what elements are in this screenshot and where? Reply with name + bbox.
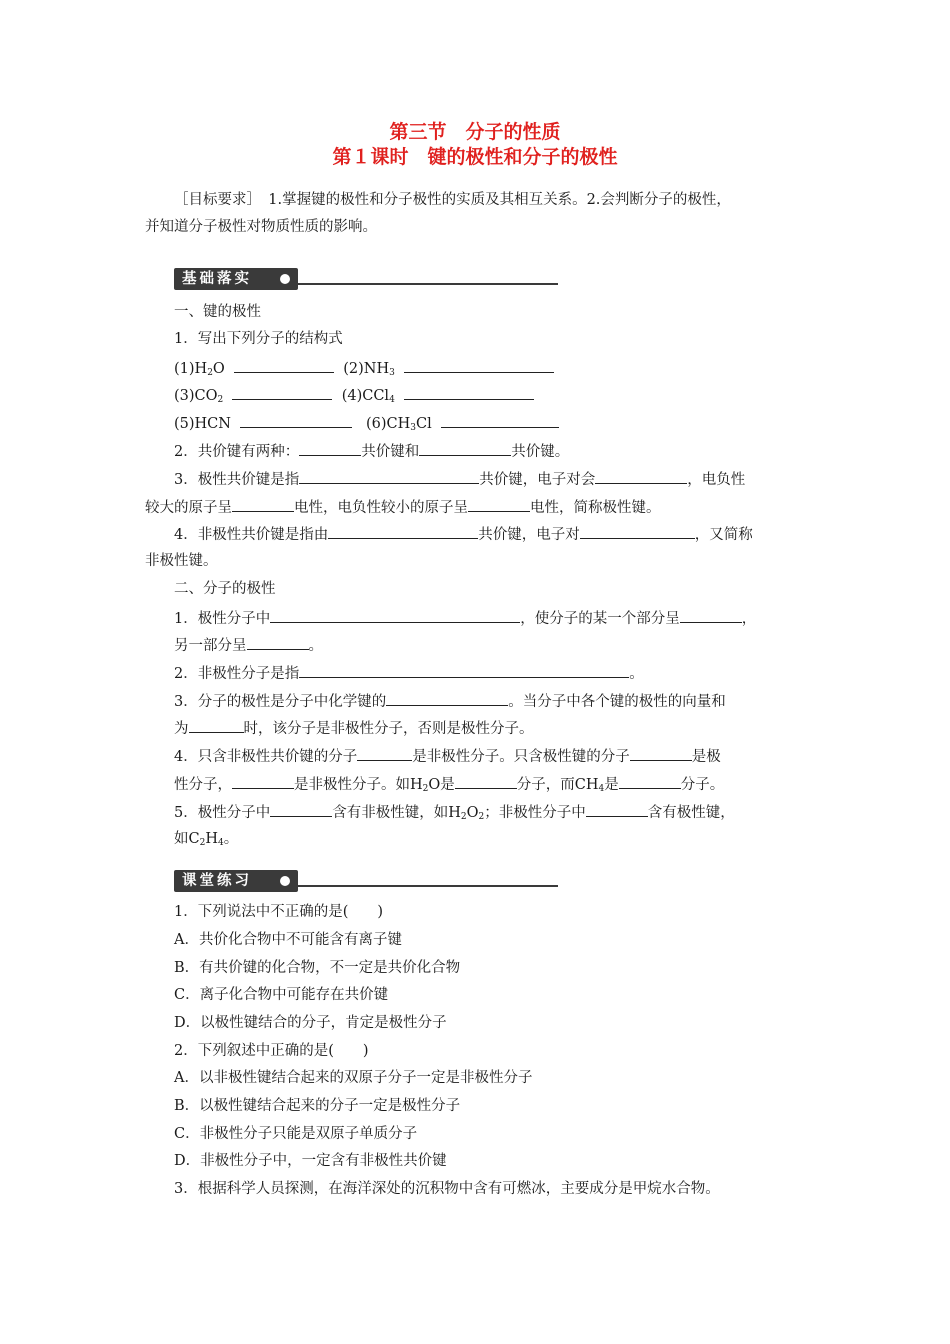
answer-blank[interactable] (468, 496, 530, 512)
formula-row-1: $(1)H_2O$ $(2)NH_3$ (174, 357, 554, 379)
part1-question-1: 1．写出下列分子的结构式 (174, 331, 343, 347)
answer-blank[interactable] (232, 496, 294, 512)
part2-question-3: 3．分子的极性是分子中化学键的 。当分子中各个键的极性的向量和 (174, 690, 726, 712)
practice-q1-option-d: D．以极性键结合的分子，肯定是极性分子 (174, 1015, 447, 1031)
practice-q1-option-c: C．离子化合物中可能存在共价键 (174, 987, 389, 1003)
answer-blank[interactable] (680, 607, 742, 623)
answer-blank[interactable] (270, 607, 520, 623)
answer-blank[interactable] (630, 745, 692, 761)
practice-question-1: 1．下列说法中不正确的是( ) (174, 904, 384, 920)
answer-blank[interactable] (404, 384, 534, 400)
answer-blank[interactable] (234, 357, 334, 373)
answer-blank[interactable] (586, 801, 648, 817)
practice-q2-option-d: D．非极性分子中，一定含有非极性共价键 (174, 1153, 447, 1169)
practice-question-2: 2．下列叙述中正确的是( ) (174, 1043, 369, 1059)
practice-label: 课堂练习 (182, 873, 252, 889)
bullet-icon (280, 876, 290, 886)
practice-q2-option-c: C．非极性分子只能是双原子单质分子 (174, 1126, 418, 1142)
section-title: 第三节 分子的性质 (389, 121, 561, 143)
formula-row-3: (5)HCN $(6)CH_3Cl$ (174, 412, 559, 434)
part1-question-2: 2．共价键有两种： 共价键和 共价键。 (174, 440, 569, 462)
answer-blank[interactable] (419, 440, 511, 456)
practice-q1-option-b: B．有共价键的化合物，不一定是共价化合物 (174, 960, 461, 976)
answer-blank[interactable] (357, 745, 412, 761)
part1-heading: 一、键的极性 (174, 304, 261, 320)
practice-section-header (174, 870, 558, 892)
part2-question-3-cont: 为 时，该分子是非极性分子，否则是极性分子。 (174, 717, 534, 739)
formula-row-2: $(3)CO_2$ (4)CCl$_4$ (174, 384, 534, 406)
answer-blank[interactable] (404, 357, 554, 373)
answer-blank[interactable] (240, 412, 352, 428)
answer-blank[interactable] (441, 412, 559, 428)
part1-question-3: 3．极性共价键是指 共价键，电子对会 ，电负性 (174, 468, 745, 490)
part2-question-4-cont: 性分子， 是非极性分子。如$H_2O$是 分子，而$CH_4$是 分子。 (174, 773, 724, 795)
practice-question-3: 3．根据科学人员探测，在海洋深处的沉积物中含有可燃冰，主要成分是甲烷水合物。 (174, 1181, 720, 1197)
section-divider (298, 283, 558, 285)
part2-heading: 二、分子的极性 (174, 581, 276, 597)
part2-question-4: 4．只含非极性共价键的分子 是非极性分子。只含极性键的分子 是极 (174, 745, 721, 767)
part2-question-2: 2．非极性分子是指 。 (174, 662, 644, 684)
objective-line-2: 并知道分子极性对物质性质的影响。 (145, 219, 377, 235)
part1-question-4-cont: 非极性键。 (145, 553, 218, 569)
practice-q2-option-b: B．以极性键结合起来的分子一定是极性分子 (174, 1098, 461, 1114)
practice-label-box (174, 870, 298, 892)
answer-blank[interactable] (299, 468, 479, 484)
answer-blank[interactable] (386, 690, 508, 706)
lesson-title: 第１课时 键的极性和分子的极性 (332, 146, 618, 168)
basics-label-box (174, 268, 298, 290)
answer-blank[interactable] (247, 634, 309, 650)
practice-q2-option-a: A．以非极性键结合起来的双原子分子一定是非极性分子 (174, 1070, 533, 1086)
answer-blank[interactable] (580, 523, 695, 539)
objective-line-1: ［目标要求］ 1.掌握键的极性和分子极性的实质及其相互关系。2.会判断分子的极性， (174, 192, 731, 208)
part2-question-1-cont: 另一部分呈 。 (174, 634, 323, 656)
answer-blank[interactable] (299, 440, 361, 456)
answer-blank[interactable] (299, 662, 629, 678)
answer-blank[interactable] (232, 773, 294, 789)
basics-label: 基础落实 (182, 271, 252, 287)
part1-question-3-cont: 较大的原子呈 电性，电负性较小的原子呈 电性，简称极性键。 (145, 496, 661, 518)
basics-section-header (174, 268, 558, 290)
answer-blank[interactable] (328, 523, 478, 539)
answer-blank[interactable] (455, 773, 517, 789)
part2-question-5: 5．极性分子中 含有非极性键，如$H_2O_2$；非极性分子中 含有极性键， (174, 801, 735, 823)
answer-blank[interactable] (232, 384, 332, 400)
part2-question-1: 1．极性分子中 ，使分子的某一个部分呈 ， (174, 607, 756, 629)
part1-question-4: 4．非极性共价键是指由 共价键，电子对 ，又简称 (174, 523, 753, 545)
answer-blank[interactable] (595, 468, 687, 484)
answer-blank[interactable] (619, 773, 681, 789)
answer-blank[interactable] (189, 717, 244, 733)
practice-q1-option-a: A．共价化合物中不可能含有离子键 (174, 932, 402, 948)
part2-question-5-cont: 如$C_2H_4$。 (174, 831, 239, 848)
bullet-icon (280, 274, 290, 284)
answer-blank[interactable] (270, 801, 332, 817)
section-divider (298, 885, 558, 887)
